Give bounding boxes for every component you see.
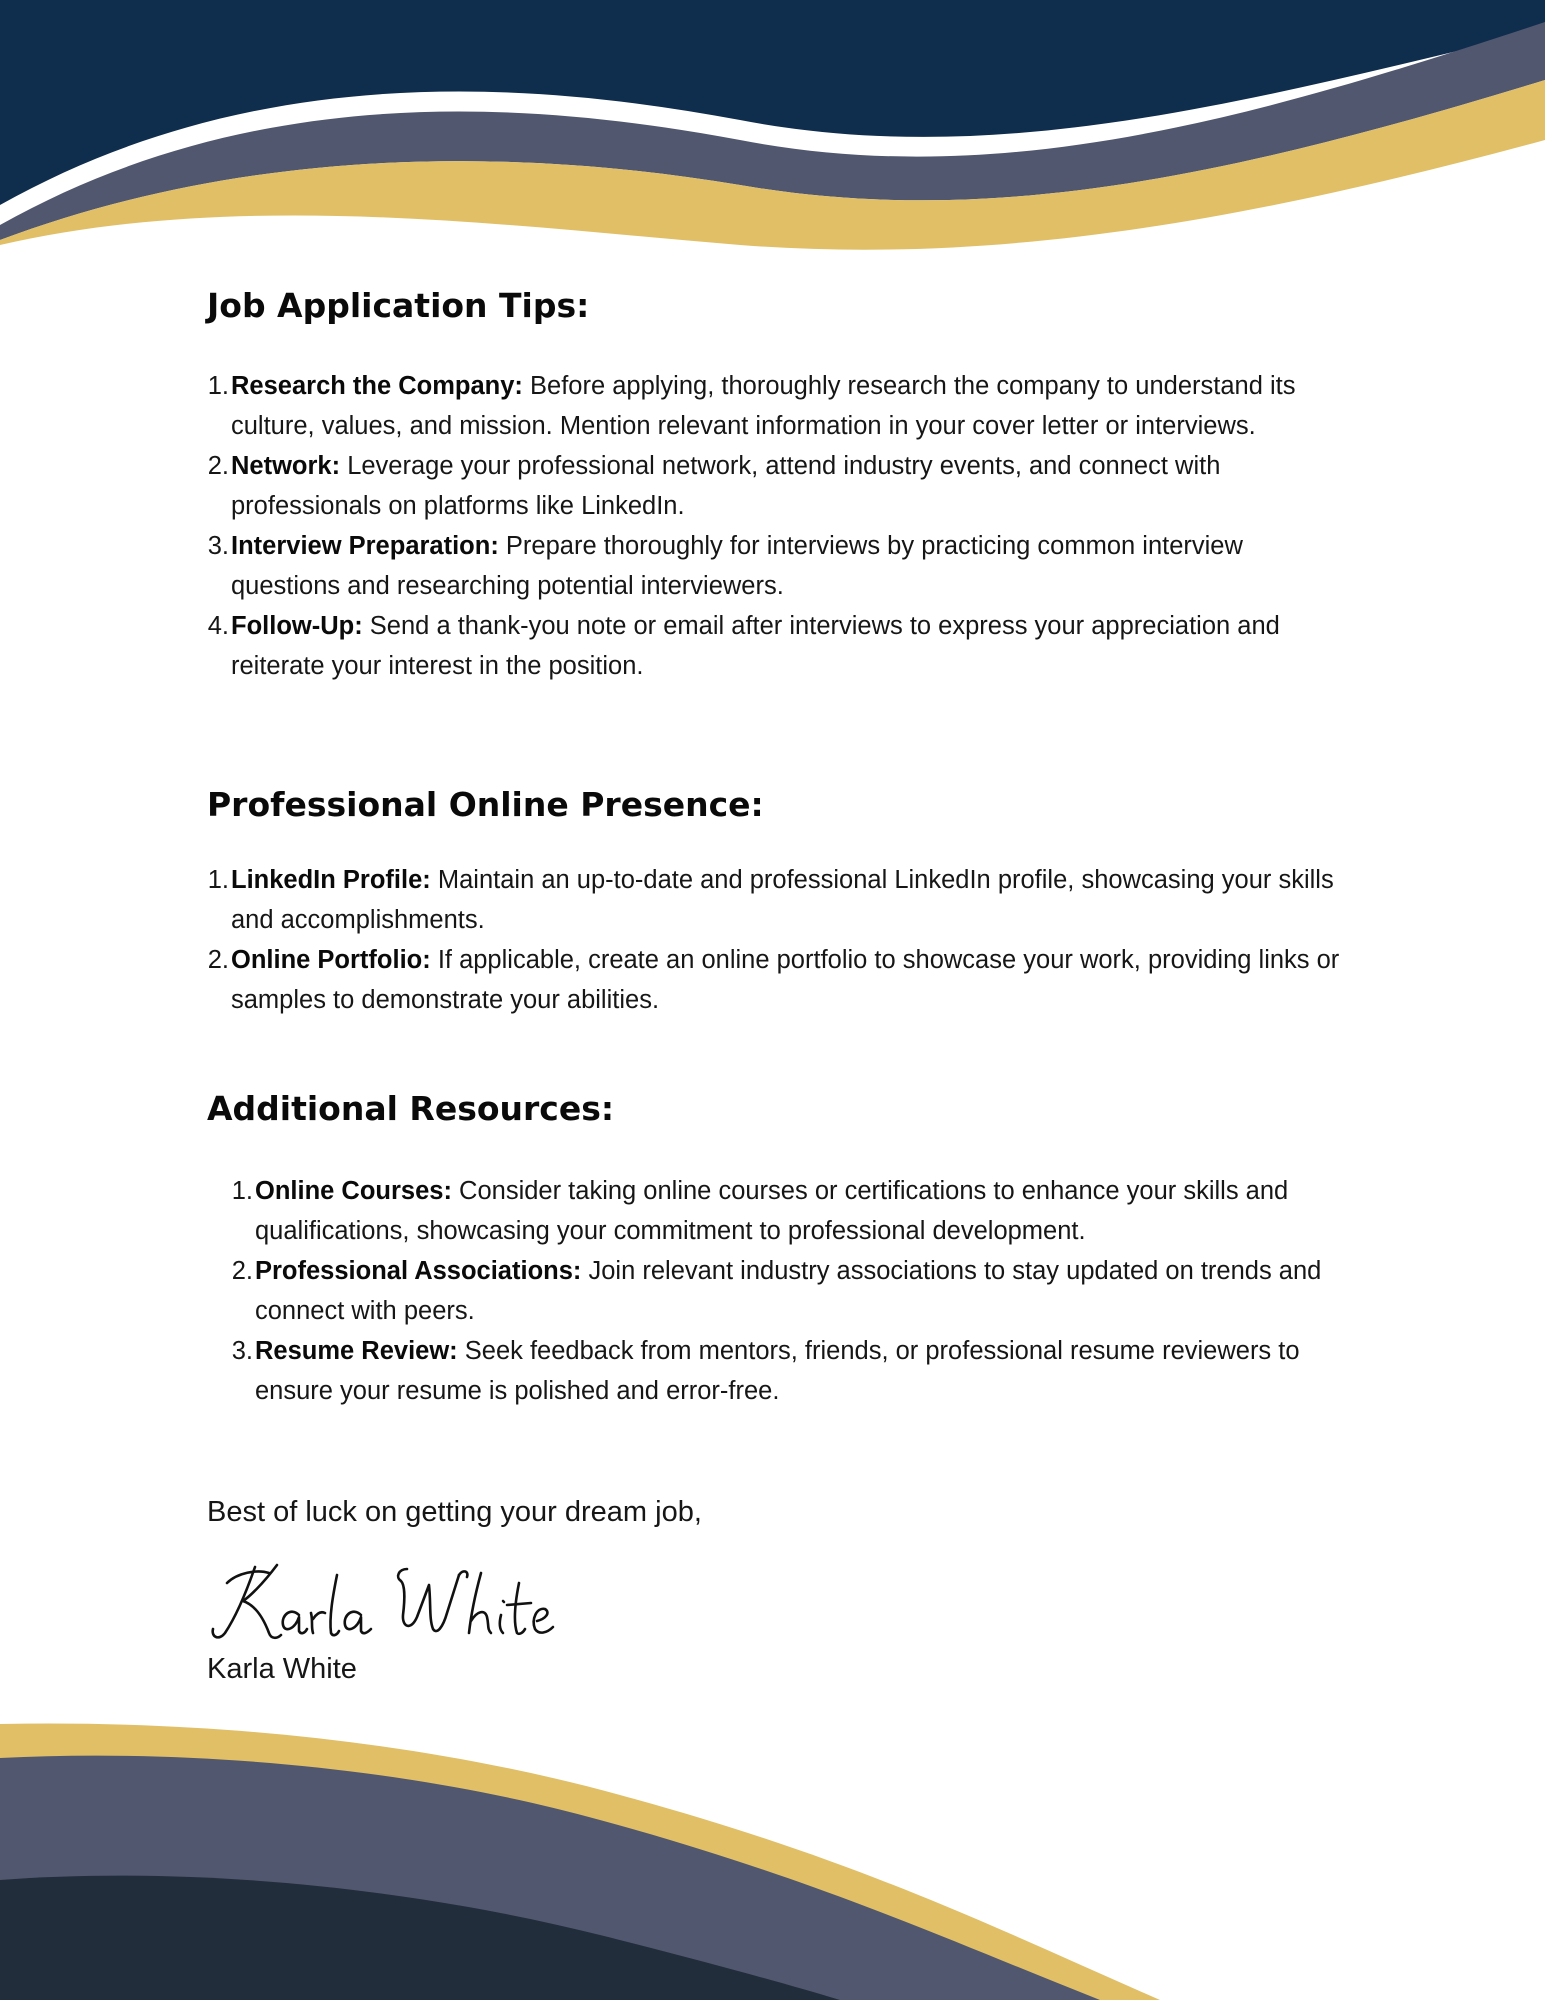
list-item-text: Join relevant industry associations to stay updated on trends and connect with peers. — [255, 1257, 1322, 1325]
list-item-text: Maintain an up-to-date and professional LinkedIn profile, showcasing your skills and accomplishments. — [231, 866, 1334, 934]
list-item-heading: LinkedIn Profile: — [231, 866, 431, 894]
list-item-heading: Follow-Up: — [231, 612, 363, 640]
signer-name: Karla White — [207, 1653, 357, 1685]
list-number: 4. — [207, 612, 229, 640]
list-number: 3. — [231, 1337, 253, 1365]
list-item-heading: Online Portfolio: — [231, 946, 431, 974]
list-number: 2. — [207, 452, 229, 480]
list-item-heading: Interview Preparation: — [231, 532, 499, 560]
list-item-text: Send a thank-you note or email after interviews to express your appreciation and reiterate your interest in the position. — [231, 612, 1280, 680]
list-number: 1. — [207, 372, 229, 400]
bottom-wave-decoration — [0, 1700, 1545, 2000]
list-item-text: Prepare thoroughly for interviews by practicing common interview questions and researching potential interviewers. — [231, 532, 1243, 600]
handwritten-signature — [207, 1555, 587, 1645]
list-item — [231, 1251, 1355, 1331]
list-item — [207, 366, 1341, 446]
additional-resources-list — [231, 1171, 1355, 1411]
closing-line: Best of luck on getting your dream job, — [207, 1496, 702, 1528]
list-number: 2. — [207, 946, 229, 974]
list-item — [231, 1331, 1355, 1411]
list-item-text: If applicable, create an online portfolio to showcase your work, providing links or samples to demonstrate your abilities. — [231, 946, 1340, 1014]
list-item — [207, 940, 1341, 1020]
list-item — [207, 526, 1341, 606]
section-title-additional-resources: Additional Resources: — [207, 1089, 615, 1128]
list-item — [231, 1171, 1355, 1251]
list-item-text: Consider taking online courses or certifications to enhance your skills and qualifications, showcasing your commitment to professional development. — [255, 1177, 1289, 1245]
section-title-online-presence: Professional Online Presence: — [207, 785, 764, 824]
list-number: 1. — [231, 1177, 253, 1205]
job-tips-list — [207, 366, 1341, 686]
list-item — [207, 860, 1341, 940]
list-number: 3. — [207, 532, 229, 560]
list-number: 2. — [231, 1257, 253, 1285]
list-item-heading: Resume Review: — [255, 1337, 458, 1365]
list-item-heading: Network: — [231, 452, 341, 480]
list-item — [207, 606, 1341, 686]
top-wave-decoration — [0, 0, 1545, 260]
list-item-heading: Research the Company: — [231, 372, 523, 400]
list-item — [207, 446, 1341, 526]
list-item-heading: Professional Associations: — [255, 1257, 582, 1285]
list-item-text: Before applying, thoroughly research the company to understand its culture, values, and mission. Mention relevant information in your cover letter or interviews. — [231, 372, 1296, 440]
online-presence-list — [207, 860, 1341, 1020]
list-number: 1. — [207, 866, 229, 894]
list-item-text: Leverage your professional network, attend industry events, and connect with professionals on platforms like LinkedIn. — [231, 452, 1221, 520]
section-title-job-tips: Job Application Tips: — [207, 286, 590, 325]
list-item-heading: Online Courses: — [255, 1177, 452, 1205]
list-item-text: Seek feedback from mentors, friends, or professional resume reviewers to ensure your resume is polished and error-free. — [255, 1337, 1300, 1405]
